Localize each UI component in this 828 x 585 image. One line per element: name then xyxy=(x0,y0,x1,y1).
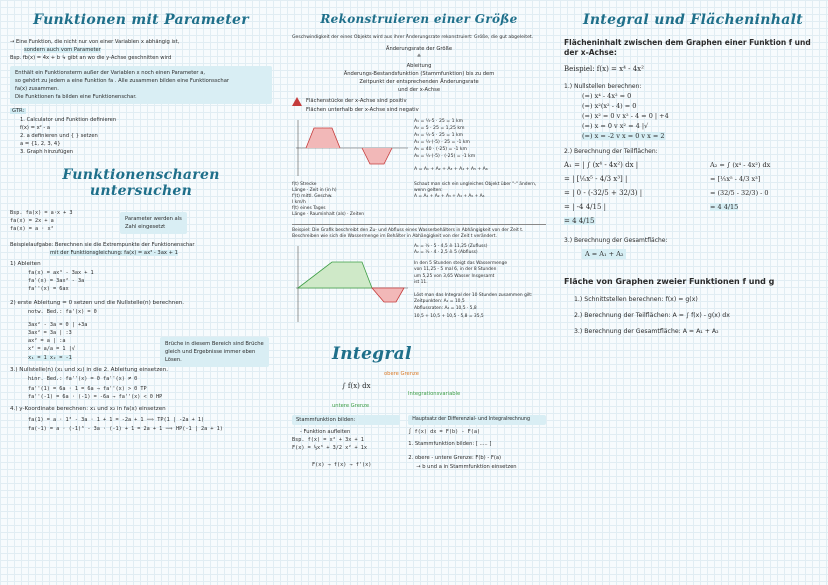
divider xyxy=(292,224,546,225)
example-line-1: Beispiel: Die Grafik beschreibt den Zu- und Abfluss eines Wasserbehälters in Abhängigkeit von der Zeit t. xyxy=(292,227,524,233)
gtr-label: GTR: xyxy=(12,108,25,115)
step-4-title: 4.) y-Koordinate berechnen: x₁ und x₂ in fa(x) einsetzen xyxy=(10,406,166,413)
integral-expression: ∫ f(x) dx xyxy=(342,381,371,390)
definition-box: Enthält ein Funktionsterm außer der Variablen x noch einen Parameter a, so gehört zu jedem a eine Funktion fa . Alle zusammen bilden eine Funktionsschar fa(x) zusammen. Die Funktionen fa bilden eine Funktionenschar. xyxy=(10,66,272,105)
intro-line-3: Bsp. fb(x) = 4x + b ↳ gibt an wo die y-Achse geschnitten wird xyxy=(10,55,172,62)
bsp-note: Parameter werden als Zahl eingesetzt xyxy=(120,212,187,234)
warning-icon xyxy=(292,97,302,106)
gtr-step-2b: a = {1, 2, 3, 4} xyxy=(20,141,61,148)
rek-intro: Geschwindigkeit der eines Objekts wird aus ihrer Änderungsrate rekonstruiert: Größe, die gut abgeleitet. xyxy=(292,35,534,40)
water-calc: A₁ = ½ · 5 · 4,5 ≙ 11,25 (Zufluss) A₂ = ½ · 4 · 2,5 ≙ 5 (Abfluss) In den 5 Stunden steigt das Wassermenge von 11,25 - 5 mal 6, in der 8 Stunden um 5,25 von 3,65 Wasser Insgesamt ist 11. Löst man das Integral der 10 Stunden zusammen gilt: Zeitpunkten: A₁ = 10,5 Abflussraten: A₂ = 10,5 · 5,8 10,5 + 10,5 + 10,5 · 5,8 = 35,5 xyxy=(414,243,533,320)
task-line-2: mit der Funktionsgleichung: fa(x) = ax³ - 3ax + 1 xyxy=(50,249,178,256)
step-2-block: notw. Bed.: fa'(x) = 0 3ax² - 3a = 0 | +3a 3ax² = 3a | :3 ax² = a | :a x² = a/a = 1 |√ x₁ = 1 x₂ = -1 Brüche in diesem Bereich sind Brüche gleich und Ergebnisse immer eben Lösen. xyxy=(10,308,272,362)
example-line-2: Beschreiben wie sich die Wassermenge im Behälter in Abhängigkeit von der Zeit t verändert. xyxy=(292,233,497,239)
flaeche-step-1: 1.) Nullstellen berechnen: xyxy=(564,83,642,90)
gtr-step-1: 1. Calculator und Funktion definieren xyxy=(20,116,117,123)
stamm-title: Stammfunktion bilden: xyxy=(292,415,400,425)
teilflaechen-block: A₁ = | ∫ (x⁴ - 4x²) dx | = | [⅕x⁵ - 4/3 x³] | = | 0 - (-32/5 + 32/3) | = | -4 4/15 | = 4 4/15 A₂ = ∫ (x⁴ - 4x²) dx = [⅕x⁵ - 4/3 x³] = (32/5 - 32/3) - 0 = 4 4/15 xyxy=(564,161,771,225)
velocity-legend: f(t) Strecke Länge · Zeit in (in h) f'(t) mittl. Geschw. I km/h f(t) eines Tages Länge · Rauminhalt (als) · Zeiten xyxy=(292,181,365,217)
integral-lower-block: Stammfunktion bilden: - Funktion aufleiten Bsp. f(x) = x² + 3x + 1 F(x) = ⅓x³ + 3/2 x² + 1x F(x) → f(x) → f'(x) Hauptsatz der Differenzial- und Integralrechnung ∫ f(x) dx = F(b) - F(a) 1. Stammfunktion bilden: [ ..... ] 2. obere - untere Grenze: F(b) - F(a) → b und a in Stammfunktion einsetzen xyxy=(292,412,546,471)
label-upper: obere Grenze xyxy=(384,370,419,377)
title-scharen: Funktionenscharen untersuchen xyxy=(62,166,220,199)
step-2-note: Brüche in diesem Bereich sind Brüche gleich und Ergebnisse immer eben Lösen. xyxy=(160,337,269,368)
velocity-note: Schaut man sich ein ungleiches Objekt über "-" ändern, wenn gelten: A = A₁ + A₂ + A₃ + A₄ + A₅ + A₆ xyxy=(414,181,537,199)
velocity-graph xyxy=(292,118,410,178)
velocity-sum: A = A₁ + A₂ + A₃ + A₄ + A₅ + A₆ xyxy=(414,166,488,172)
rek-definition: Änderungsrate der Größe ≙ Ableitung Änderungs-Bestandsfunktion (Stammfunktion) bis zu dem Zeitpunkt der entsprechenden Änderungsrate und der x-Achse xyxy=(343,46,495,94)
warning-block: Flächenstücke der x-Achse sind positiv Flächen unterhalb der x-Achse sind negativ xyxy=(292,97,546,113)
title-integral: Integral xyxy=(332,343,412,364)
column-rekonstruieren xyxy=(282,0,552,585)
gtr-step-2: 2. a definieren und { } setzen xyxy=(20,133,98,140)
column-parameter: Funktionen mit Parameter → Eine Funktion, die nicht nur von einer Variablen x abhängig ist, sondern auch vom Parameter Bsp. fb(x) = 4x + b ↳ gibt an wo die y-Achse geschnitten wird Enthält ein Funktionsterm außer der Variablen x noch einen Parameter a, so gehört zu jedem a eine Funktion fa . Alle zusammen bilden eine Funktionsschar fa(x) zusammen. Die Funktionen fa bilden eine Funktionenschar. GTR: 1. Calculator und Funktion definieren f(x) = x² - a 2. a definieren und { } setzen a = {1, 2, 3, 4} 3. Graph hinzufügen Funktionenscharen untersuchen Bsp. fa(x) = a·x + 3 fa(x) = 2x + a fa(x) = a · x² Parameter werden als Zahl eingesetzt Beispielaufgabe: Berechnen sie die Extrempunkte der Funktionenschar mit der Funktionsgleichung: fa(x) = ax³ - 3ax + 1 1) Ableiten fa(x) = ax³ - 3ax + 1 fa'(x) = 3ax² - 3a fa''(x) = 6ax 2) erste Ableitung = 0 setzen und die Nullstelle(n) berechnen. notw. Bed.: fa'(x) = 0 3ax² - 3a = 0 | +3a 3ax² = 3a | :3 ax² = a | :a x² = a/a = 1 |√ x₁ = 1 x₂ = -1 Brüche in diesem Bereich sind Brüche gleich und Ergebnisse immer eben Lösen. 3.) Nullstelle(n) (x₁ und x₂) in die 2. Ableitung einsetzen. hinr. Bed.: fa''(x) = 0 fa''(x) ≠ 0 fa''(1) = 6a · 1 = 6a → fa''(x) > 0 TP fa''(-1) = 6a · (-1) = -6a → fa''(x) < 0 HP 4.) y-Koordinate berechnen: x₁ und x₂ in fa(x) einsetzen fa(1) = a · 1³ - 3a · 1 + 1 = -2a + 1 ⟹ TP(1 | -2a + 1) fa(-1) = a · (-1)³ - 3a · (-1) + 1 = 2a + 1 ⟹ HP(-1 | 2a + 1) xyxy=(0,0,280,585)
flaeche-example: Beispiel: f(x) = x⁴ - 4x² xyxy=(564,65,644,73)
column-flaecheninhalt: Integral und Flächeninhalt Flächeninhalt zwischen dem Graphen einer Funktion f und der x-Achse: Beispiel: f(x) = x⁴ - 4x² 1.) Nullstellen berechnen: (=) x⁴ - 4x² = 0 (=) x²(x² - 4) = 0 (=) x² = 0 v x² - 4 = 0 | +4 (=) x = 0 v x² = 4 |√ (=) x = -2 v x = 0 v x = 2 2.) Berechnung der Teilflächen: A₁ = | ∫ (x⁴ - 4x²) dx | = | [⅕x⁵ - 4/3 x³] | = | 0 - (-32/5 + 32/3) | = | -4 4/15 | = 4 4/15 A₂ = ∫ (x⁴ - 4x²) dx = [⅕x⁵ - 4/3 x³] = (32/5 - 32/3) - 0 = 4 4/15 3.) Berechnung der Gesamtfläche: A = A₁ + A₂ Fläche von Graphen zweier Funktionen f und g 1.) Schnittstellen berechnen: f(x) = g(x) 2.) Berechnung der Teilflächen: A = ∫ f(x) - g(x) dx 3.) Berechnung der Gesamtfläche: A = A₁ + A₂ xyxy=(556,0,828,585)
gtr-step-3: 3. Graph hinzufügen xyxy=(20,149,74,156)
velocity-calc: A₁ = ½·5 · 25 = 1 km A₂ = 5 · 25 = 1,25 km A₃ = ½·5 · 25 = 1 km A₄ = ½·(-5) · 25 = -1 km A₅ = 40 · (-25) = -1 km A₆ = ½·(-5) · (-25) = -1 km xyxy=(414,118,476,159)
title-funktionen-parameter: Funktionen mit Parameter xyxy=(33,12,249,28)
title-rekonstruieren: Rekonstruieren einer Größe xyxy=(320,12,518,26)
flaeche-step-3: 3.) Berechnung der Gesamtfläche: xyxy=(564,237,668,244)
label-variable: Integrationsvariable xyxy=(408,390,461,397)
flaeche-step-2: 2.) Berechnung der Teilflächen: xyxy=(564,148,658,155)
water-graph xyxy=(292,244,410,324)
task-line-1: Beispielaufgabe: Berechnen sie die Extrempunkte der Funktionenschar xyxy=(10,241,195,248)
title-zwei-funktionen: Fläche von Graphen zweier Funktionen f und g xyxy=(564,277,775,286)
step-3-title: 3.) Nullstelle(n) (x₁ und x₂) in die 2. Ableitung einsetzen. xyxy=(10,366,169,373)
water-block xyxy=(292,244,546,344)
integral-diagram xyxy=(292,368,546,412)
bsp-block: Bsp. fa(x) = a·x + 3 fa(x) = 2x + a fa(x) = a · x² Parameter werden als Zahl eingesetzt xyxy=(10,209,272,237)
step-1-title: 1) Ableiten xyxy=(10,261,41,268)
gtr-step-1b: f(x) = x² - a xyxy=(20,124,51,131)
label-lower: untere Grenze xyxy=(332,402,370,409)
velocity-block xyxy=(292,118,546,218)
hauptsatz-title: Hauptsatz der Differenzial- und Integralrechnung xyxy=(408,415,546,425)
title-integral-flaeche: Integral und Flächeninhalt xyxy=(582,12,803,28)
flaeche-subtitle: Flächeninhalt zwischen dem Graphen einer Funktion f und der x-Achse: xyxy=(564,38,811,57)
intro-line-1: → Eine Funktion, die nicht nur von einer Variablen x abhängig ist, xyxy=(10,39,180,45)
step-2-title: 2) erste Ableitung = 0 setzen und die Nullstelle(n) berechnen. xyxy=(10,299,185,306)
intro-line-2: sondern auch vom Parameter xyxy=(24,47,101,54)
